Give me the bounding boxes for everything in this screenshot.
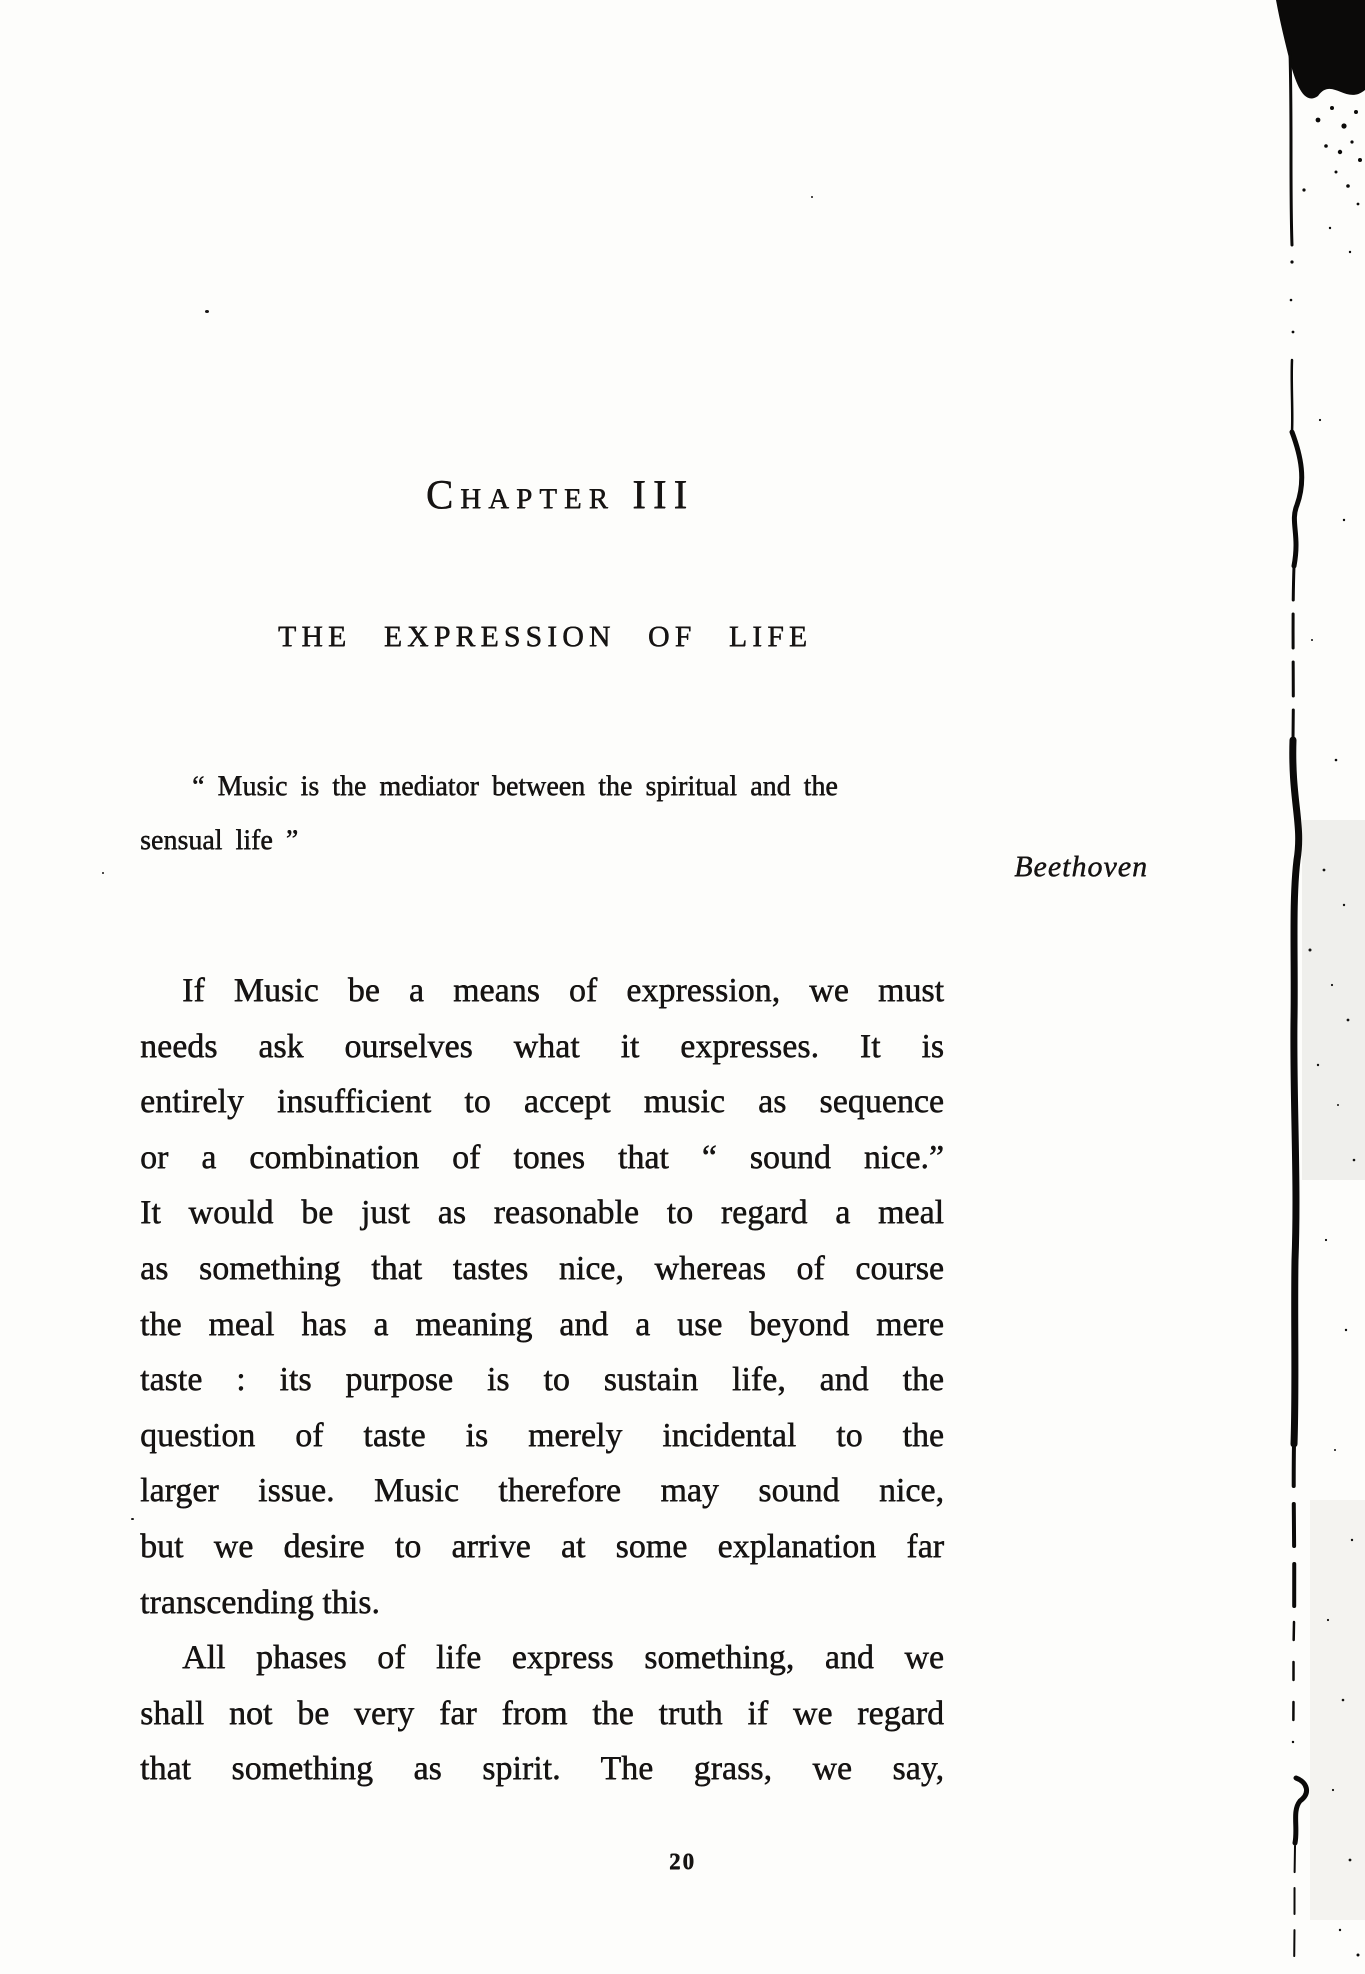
page-edge-artifact — [1240, 0, 1365, 1974]
text-line: as something that tastes nice, whereas of course — [140, 1249, 944, 1287]
text-line: the meal has a meaning and a use beyond mere — [140, 1305, 944, 1343]
paragraph — [140, 1630, 944, 1797]
scan-speck — [131, 1518, 134, 1520]
text-line: If Music be a means of expression, we must — [182, 972, 944, 1009]
chapter-heading: Chapter III — [425, 471, 695, 517]
text-line: entirely insufficient to accept music as sequence — [140, 1083, 944, 1121]
section-title: THE EXPRESSION OF LIFE — [277, 620, 813, 653]
scan-speck — [205, 310, 209, 313]
epigraph-line: sensual life ” — [140, 825, 299, 856]
scan-speck — [811, 196, 813, 198]
text-line: but we desire to arrive at some explanation far — [140, 1527, 944, 1565]
text-line: taste : its purpose is to sustain life, and the — [140, 1361, 944, 1399]
scan-speck — [102, 872, 104, 874]
text-line: question of taste is merely incidental to the — [140, 1416, 944, 1454]
body-text — [140, 963, 944, 1797]
text-line: All phases of life express something, and we — [182, 1639, 944, 1677]
epigraph-attribution: Beethoven — [1014, 850, 1148, 883]
text-line: needs ask ourselves what it expresses. It is — [140, 1027, 944, 1065]
epigraph-line: “ Music is the mediator between the spiritual and the — [192, 771, 838, 802]
text-line: transcending this. — [140, 1583, 380, 1621]
text-line: or a combination of tones that “ sound nice.” — [140, 1138, 944, 1176]
page-number: 20 — [669, 1849, 696, 1874]
text-line: that something as spirit. The grass, we say, — [140, 1750, 944, 1788]
paragraph — [140, 963, 944, 1630]
text-line: It would be just as reasonable to regard a meal — [140, 1194, 944, 1232]
text-line: larger issue. Music therefore may sound nice, — [140, 1472, 944, 1510]
text-line: shall not be very far from the truth if we regard — [140, 1694, 944, 1732]
